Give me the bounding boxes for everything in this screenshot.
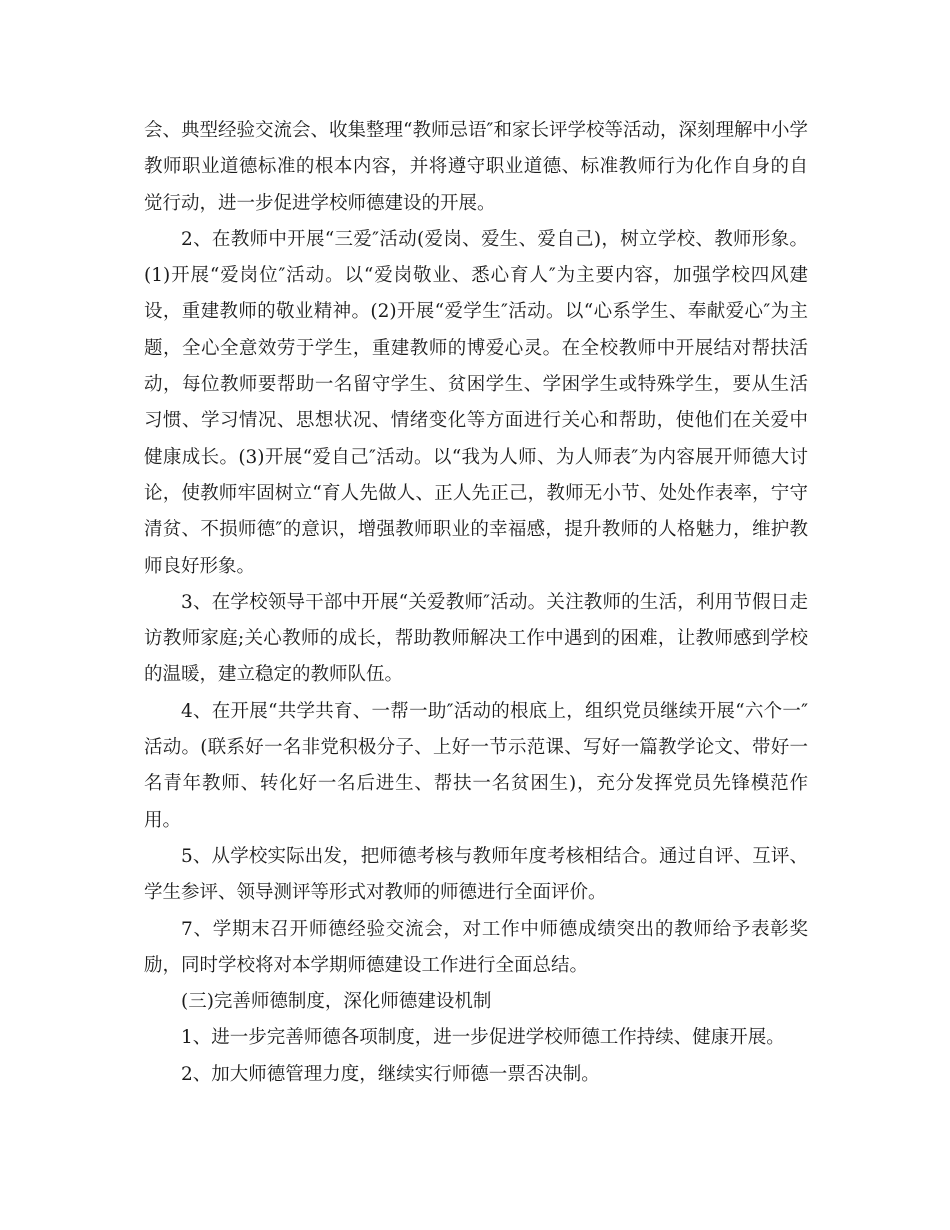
- paragraph-assessment: 5、从学校实际出发，把师德考核与教师年度考核相结合。通过自评、互评、学生参评、领导测评等形式对教师的师德进行全面评价。: [144, 845, 808, 904]
- document-body: [144, 113, 808, 1093]
- paragraph-veto-system: 2、加大师德管理力度，继续实行师德一票否决制。: [181, 1063, 600, 1085]
- paragraph-continuation: 会、典型经验交流会、收集整理“教师忌语″和家长评学校等活动，深刻理解中小学教师职业道德标准的根本内容，并将遵守职业道德、标准教师行为化作自身的自觉行动，进一步促进学校师德建设的开展。: [144, 120, 808, 214]
- paragraph-care-teachers: 3、在学校领导干部中开展“关爱教师″活动。关注教师的生活，利用节假日走访教师家庭;关心教师的成长，帮助教师解决工作中遇到的困难，让教师感到学校的温暖，建立稳定的教师队伍。: [144, 591, 808, 686]
- paragraph-party-members: 4、在开展“共学共育、一帮一助″活动的根底上，组织党员继续开展“六个一″活动。(联系好一名非党积极分子、上好一节示范课、写好一篇教学论文、带好一名青年教师、转化好一名后进生、帮扶一名贫困生)，充分发挥党员先锋模范作用。: [144, 700, 808, 831]
- paragraph-improve-system: 1、进一步完善师德各项制度，进一步促进学校师德工作持续、健康开展。: [181, 1027, 785, 1049]
- section-heading: (三)完善师德制度，深化师德建设机制: [181, 991, 492, 1013]
- paragraph-three-loves: 2、在教师中开展“三爱″活动(爱岗、爱生、爱自己)，树立学校、教师形象。(1)开展“爱岗位″活动。以“爱岗敬业、悉心育人″为主要内容，加强学校四风建设，重建教师的敬业精神。(2)开展“爱学生″活动。以“心系学生、奉献爱心″为主题，全心全意效劳于学生，重建教师的博爱心灵。在全校教师中开展结对帮扶活动，每位教师要帮助一名留守学生、贫困学生、学困学生或特殊学生，要从生活习惯、学习情况、思想状况、情绪变化等方面进行关心和帮助，使他们在关爱中健康成长。(3)开展“爱自己″活动。以“我为人师、为人师表″为内容展开师德大讨论，使教师牢固树立“育人先做人、正人先正己，教师无小节、处处作表率，宁守清贫、不损师德″的意识，增强教师职业的幸福感，提升教师的人格魅力，维护教师良好形象。: [144, 228, 808, 577]
- paragraph-summary: 7、学期末召开师德经验交流会，对工作中师德成绩突出的教师给予表彰奖励，同时学校将对本学期师德建设工作进行全面总结。: [144, 918, 808, 976]
